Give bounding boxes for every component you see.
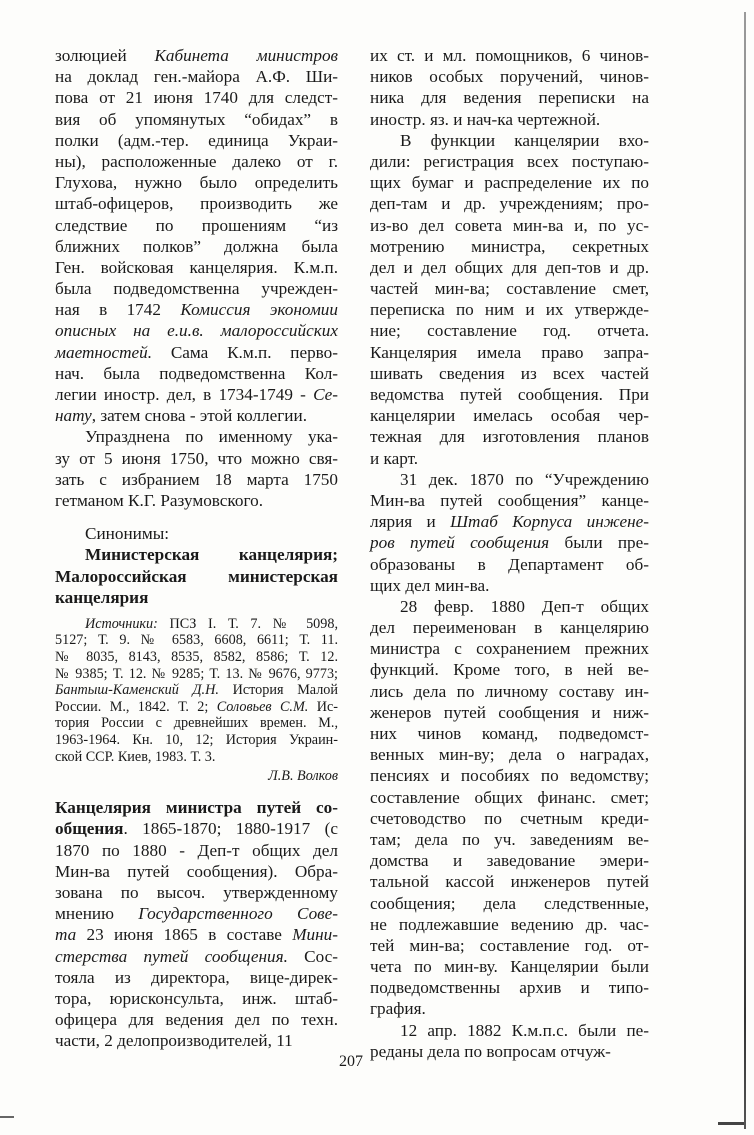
text-line: дили: регистрация всех поступаю- <box>370 151 649 171</box>
text-line: Мин-ва путей сообщения). Обра- <box>55 861 338 881</box>
text-line: вия об упомянутых “обидах” в <box>55 109 338 129</box>
text-line: них чинов команд, подведомст- <box>370 724 649 743</box>
text-line: части, 2 делопроизводителей, 11 <box>55 1031 293 1051</box>
text-line: канцелярии имелась особая чер- <box>370 406 649 426</box>
text-line: пенсиях и пособиях по ведомству; <box>370 766 649 786</box>
scan-page-edge <box>744 12 746 1129</box>
text-line: частей мин-ва; составление смет, <box>370 279 649 299</box>
paragraph-functions <box>370 130 649 469</box>
text-line: 1963-1964. Кн. 10, 12; История Украин- <box>55 732 338 749</box>
author-signature: Л.В. Волков <box>268 768 338 785</box>
text-line: нату, затем снова - этой коллегии. <box>55 406 307 426</box>
text-line: сообщения; дела следственные, <box>370 893 649 913</box>
text-line: Упразднена по именному ука- <box>85 427 338 447</box>
text-line: и карт. <box>370 448 419 468</box>
text-line: Канцелярия имела право запра- <box>370 342 649 362</box>
text-line: ведомства путей сообщения. При <box>370 385 649 404</box>
text-line: Ген. войсковая канцелярия. К.м.п. <box>55 257 338 277</box>
text-line: ской ССР. Киев, 1983. Т. 3. <box>55 748 216 765</box>
synonyms-label: Синонимы: <box>85 524 170 544</box>
text-line: № 8035, 8143, 8535, 8582, 8586; Т. 12. <box>55 649 338 666</box>
scan-left-mark <box>0 1116 14 1118</box>
text-line: дел переименован в канцелярию <box>370 618 649 638</box>
text-line: 12 апр. 1882 К.м.п.с. были пе- <box>400 1020 649 1040</box>
text-line: 28 февр. 1880 Деп-т общих <box>400 596 649 616</box>
text-line: не подлежавшие ведению др. час- <box>370 914 649 934</box>
text-line: тей мин-ва; составление год. от- <box>370 935 649 955</box>
text-line: графия. <box>370 999 426 1019</box>
text-line: Мин-ва путей сообщения” канце- <box>370 490 649 510</box>
text-line: тория России с древнейших времен. М., <box>55 715 338 732</box>
text-line: офицера для ведения дел по техн. <box>55 1010 338 1030</box>
right-column <box>370 45 649 1062</box>
text-line: министра с сохранением прежних <box>370 639 649 659</box>
left-column <box>55 45 338 1051</box>
text-line: щих дел мин-ва. <box>370 575 490 595</box>
text-line: переписка по ним и их утвержде- <box>370 300 649 320</box>
text-line: деп-там и др. учреждениям; про- <box>370 194 649 214</box>
text-line: № 9385; Т. 12. № 9285; Т. 13. № 9676, 9773; <box>55 665 338 682</box>
paragraph-kmp-history <box>55 45 338 426</box>
paragraph-abolition <box>55 426 338 511</box>
text-line: мнению Государственного Сове- <box>55 904 338 924</box>
text-line: та 23 июня 1865 в составе Мини- <box>55 925 338 945</box>
text-line: реданы дела по вопросам отчуж- <box>370 1041 611 1061</box>
text-line: 31 дек. 1870 по “Учреждению <box>400 469 649 489</box>
text-line: штаб-офицеров, производить же <box>55 194 338 214</box>
text-line: В функции канцелярии вхо- <box>400 130 649 150</box>
scan-corner-mark <box>718 1122 744 1125</box>
text-line: шивать сведения из всех частей <box>370 363 649 383</box>
text-line: лись дела по личному составу ин- <box>370 681 649 701</box>
text-line: полки (адм.-тер. единица Украи- <box>55 130 338 150</box>
text-line: зована по высоч. утвержденному <box>55 882 338 902</box>
text-line: ная в 1742 Комиссия экономии <box>55 300 338 320</box>
text-line: тора, юрисконсульта, инж. штаб- <box>55 988 338 1008</box>
text-line: ника для ведения переписки на <box>370 88 649 108</box>
text-line: тежная для изготовления планов <box>370 427 649 447</box>
text-line: описных на е.и.в. малороссийских <box>55 321 338 341</box>
text-line: тальной кассой инженеров путей <box>370 872 649 892</box>
text-line: маетностей. Сама К.м.п. перво- <box>55 342 338 362</box>
sources-block <box>55 616 338 765</box>
text-line: тояла из директора, вице-дирек- <box>55 967 338 987</box>
paragraph-1870 <box>370 469 649 596</box>
text-line: золюцией Кабинета министров <box>55 46 338 65</box>
text-line: Источники: ПСЗ I. Т. 7. № 5098, <box>85 615 338 632</box>
text-line: 5127; Т. 9. № 6583, 6608, 6611; Т. 11. <box>55 632 338 649</box>
text-line: пова от 21 июня 1740 для следст- <box>55 88 338 108</box>
text-line: лярия и Штаб Корпуса инжене- <box>370 512 649 532</box>
text-line: иностр. яз. и нач-ка чертежной. <box>370 109 601 129</box>
text-line: зу от 5 июня 1750, что можно свя- <box>55 448 338 468</box>
text-line: 1870 по 1880 - Деп-т общих дел <box>55 840 338 860</box>
text-line: там; дела по уч. заведениям ве- <box>370 829 649 849</box>
text-line: была подведомственна учрежден- <box>55 279 338 299</box>
text-line: ближних полков” должна была <box>55 236 338 256</box>
text-line: подведомственны архив и типо- <box>370 978 649 998</box>
text-line: счетоводство по счетным креди- <box>370 808 649 828</box>
text-line: ны), расположенные далеко от г. <box>55 151 338 171</box>
text-line: России. М., 1842. Т. 2; Соловьев С.М. Ис- <box>55 698 338 715</box>
text-line: из-во дел совета мин-ва и, по ус- <box>370 215 649 235</box>
text-line: Министерская канцелярия; <box>85 545 338 565</box>
text-line: стерства путей сообщения. Сос- <box>55 946 338 966</box>
text-line: Малороссийская министерская <box>55 566 338 586</box>
text-line: щих бумаг и распределение их по <box>370 173 649 193</box>
text-line: следствие по прошениям “из <box>55 215 338 235</box>
text-line: венных мин-ву; дела о наградах, <box>370 745 649 765</box>
text-line: составление общих финанс. смет; <box>370 787 649 807</box>
page-number: 207 <box>339 1053 363 1070</box>
text-line: ров путей сообщения были пре- <box>370 533 650 553</box>
paragraph-staff <box>370 45 649 130</box>
text-line: образованы в Департамент об- <box>370 554 649 574</box>
text-line: на доклад ген.-майора А.Ф. Ши- <box>55 67 338 87</box>
text-line: легии иностр. дел, в 1734-1749 - Се- <box>55 385 338 404</box>
paragraph-1882 <box>370 1020 649 1062</box>
text-line: канцелярия <box>55 587 149 607</box>
text-line: их ст. и мл. помощников, 6 чинов- <box>370 46 649 65</box>
text-line: общения. 1865-1870; 1880-1917 (с <box>55 819 338 839</box>
text-line: ние; составление год. отчета. <box>370 321 649 341</box>
text-line: Канцелярия министра путей со- <box>55 798 338 818</box>
text-line: Глухова, нужно было определить <box>55 173 338 193</box>
text-line: нач. была подведомственна Кол- <box>55 363 338 383</box>
text-line: ников особых поручений, чинов- <box>370 67 649 87</box>
text-line: домства и заведование эмери- <box>370 851 649 871</box>
entry-kanceliariia-ministra-putei-soobshcheniia <box>55 797 338 1051</box>
text-line: чета по мин-ву. Канцелярии были <box>370 957 649 977</box>
text-line: зать с избранием 18 марта 1750 <box>55 469 338 489</box>
text-line: гетманом К.Г. Разумовского. <box>55 490 264 510</box>
text-line: Бантыш-Каменский Д.Н. История Малой <box>55 682 338 699</box>
text-line: дел и дел общих для деп-тов и др. <box>370 257 649 277</box>
synonyms-list <box>55 544 338 608</box>
text-line: функций. Кроме того, в ней ве- <box>370 660 649 680</box>
text-line: мотрению министра, секретных <box>370 236 649 256</box>
paragraph-1880 <box>370 596 649 1020</box>
text-line: женеров путей сообщения и ниж- <box>370 702 649 722</box>
